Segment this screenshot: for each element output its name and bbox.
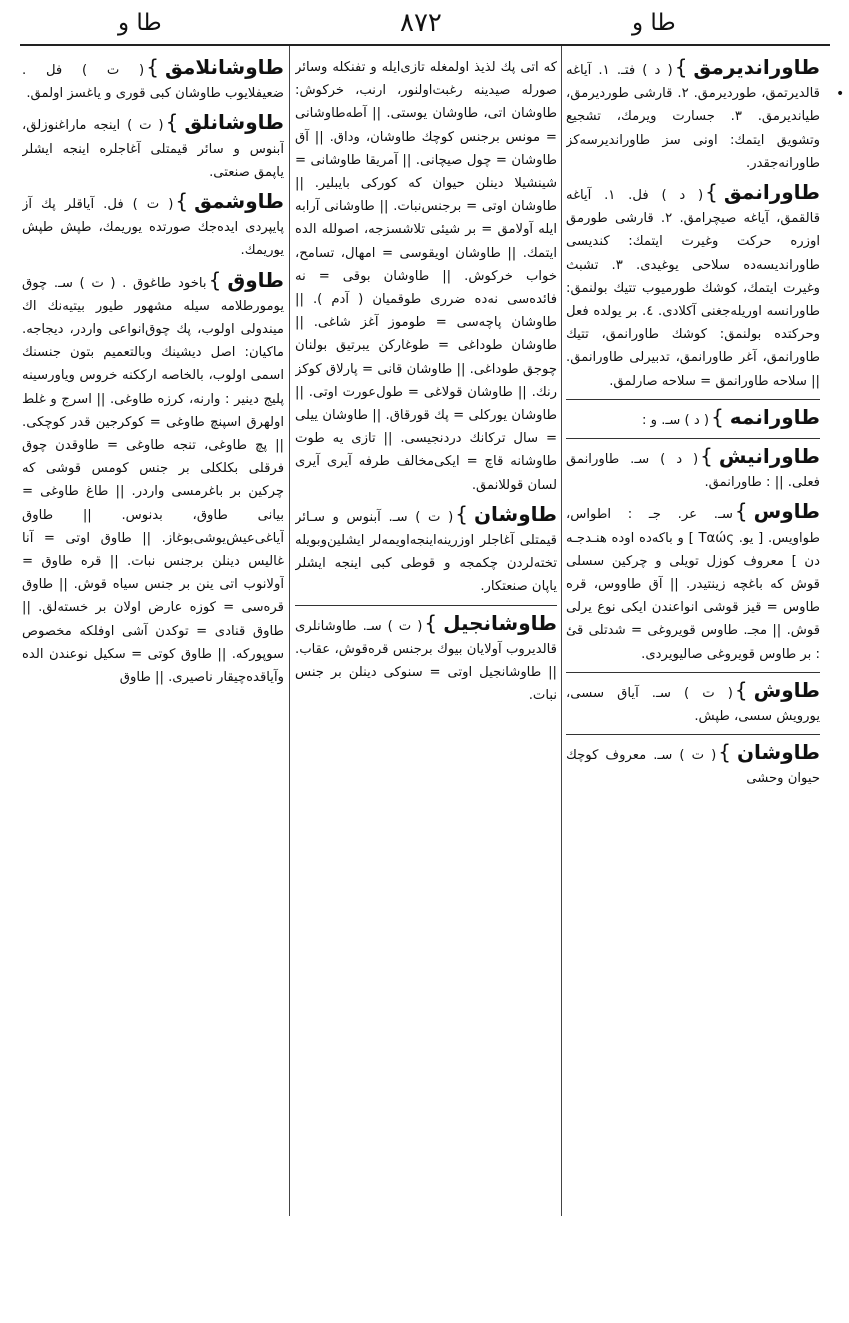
dictionary-entry [295,605,557,708]
entry-brace: } [175,189,189,214]
entry-headword: طاوشانلامق [164,56,284,79]
entry-definition: ( ت ) سـ. طاو‌شانلری قالدیروب آولایان بیوك برجنس قره‌قوش، عقاب. || طاوشانجیل اوتی = سنوكی دینلن بر جنس نبات. [295,618,557,704]
running-head-left: طا و [118,10,162,36]
running-head-right: طا و [632,10,676,36]
entry-definition: ( د ) فتـ. ١. آیاغه قالدیر‌تمق، طوردیرمق. ٢. قارشی طوردیرمق، طیاندیرمق. ٣. جسارت ویرمك، تشجیع وتشویق ایتمك: اونی سز طاوراندیرسه‌كز طاورانه‌جقدر. [566,63,820,171]
margin-bullet: • [836,86,845,102]
entry-headword: طاوق [227,267,284,292]
entry-headword: طاورانیش [718,444,820,469]
entry-definition: ( ت ) سـ. آیاق سسی، یورویش سسی، طپش. [566,685,820,725]
entry-brace: } [674,56,688,79]
entry-brace: } [705,180,718,205]
dictionary-entry [566,672,820,728]
entry-headword: طاوشانلق [184,110,284,135]
entry-headword: طاوشمق [194,189,284,214]
entry-definition: سـ. عر. جـ : اطواس، طواویس. [ یو. Ταώς ] و باكه‌ده اوده هنـدجـه دن ] معروف كوزل تویلی و چركین سسلی قوش كه باغچه زینتیدر. || آق طاووس، قره طاوس = قیز قوشی انواعندن ایكی نوع یرلی قوش. || مجـ. طاوس قویروغی = شدتلی قیٔ : بر طاوس قویروغی صالیویردی. [566,507,820,662]
entry-definition: ( د ) فل. ١. آیاغه قالقمق، آیاغه صیچرامق. ٢. قارشی طورمق اوزره حركت وغیرت ایتمك: كندیسی طاوراندیسه‌ده سلاحی یوغیدی. ٣. تشبث وغیرت ایتمك، كوشك طورمیوب تتیك بولنمق: طاورانسه اوریله‌جغنی آكلادی. ٤. بر یولده فعل وحركتده بولنمق: كوشك طاورانمق، تتیك طاورانمق، آغر طاورانمق، تدبیرلی طاورانمق. || سلاحه طاورانمق = سلاحه صارلمق. [566,188,820,389]
dictionary-entry [566,734,820,790]
column-divider-left [289,46,290,1216]
dictionary-entry [566,500,820,665]
dictionary-entry [566,399,820,432]
dictionary-entry [22,111,284,184]
page-header [20,6,830,40]
dictionary-entry [22,269,284,690]
dictionary-entry [22,190,284,263]
entry-headword: طاورانمه [729,404,820,429]
entry-headword: طاوشان [736,740,820,765]
page-number: ٨٧٢ [400,8,442,38]
entry-headword: طاوس [753,499,820,524]
entry-brace: } [734,677,748,702]
entry-headword: طاوش [753,677,820,702]
entry-brace: } [146,56,159,79]
dictionary-column-middle [295,56,557,1221]
dictionary-entry [566,181,820,393]
dictionary-entry [22,56,284,105]
dictionary-entry [295,503,557,599]
entry-definition: ( ت ) سـ. آبنوس و سـائر قیمتلی آغاجلر اوزرینه‌اینجه‌اویمه‌لر ایشلین‌وبویله تخته‌لردن چكمجه و قوطی كبی اینجه ایشلر یاپان صنعتكار. [295,509,557,595]
entry-brace: } [424,610,438,635]
entry-brace: } [455,501,468,526]
entry-definition: باخود طاغوق . ( ت ) سـ. چوق یومورطلامه سیله مشهور طیور بیتیه‌نك اك میندولی اولوب، پك چوق‌انواعی واردر، دیجاجه. ماكیان: اصل دیشینك وبالتعمیم بتون جنسنك اسمی اولوب، بالخاصه ارككنه خروس ویاورسینه پلیج دینیر : وارنه، كرزه طاوغی. || اسرج و غلط اولهرق اسپنچ طاوغی = كوكرجین قدر كوچكی. || پچ طاوغی، تنجه طاوغی = طاوقدن چوق فرقلی بكلكلی بر جنس كومس قوشی كه چركین بر باغرمسی واردر. || طاغ طاوغی = بیانی طاوق، بدنوس. || طاوق آیاغی‌عیش‌یوشی‌بوغاز. || طاوق اوتی = آنا غالیس دینلن برجنس نبات. || قره طاوق = آولانوب اتی ینن بر جنس سیاه قوش. || طاوق قره‌سی = كوزه عارض اولان بر خسته‌لق. || طاوق قنادی = توكدن آشی اوفلكه مخصوص سوپوركه. || طاوق كوتی = سكیل نوعندن الده وآیاقده‌چیقار ناصیری. || طاوق [22,275,284,686]
entry-brace: } [208,267,222,292]
entry-headword: طاورانمق [723,180,820,205]
dictionary-column-right [566,56,820,1221]
dictionary-column-left [22,56,284,1221]
entry-definition: ( د ) سـ. و : [642,412,710,428]
entry-brace: } [700,444,713,469]
entry-definition: ( د ) سـ. طاورا‌نمق فعلی. || : طاورانمق. [566,452,820,491]
entry-brace: } [734,499,748,524]
dictionary-entry [566,438,820,494]
entry-brace: } [711,404,724,429]
entry-definition: ( ت ) فل. آیاقلر پك آز پایپردی ایده‌جك صورتده یوریمك، طپش طپش یوریمك. [22,197,284,259]
dictionary-entry [566,56,820,175]
entry-brace: } [165,110,179,135]
entry-headword: طاوراندیرمق [693,56,820,79]
entry-definition: ( ت ) اینجه ماراغنوزلق، آبنوس و سائر قیمتلی آغاجلره اینجه ایشلر یاپمق صنعتی. [22,118,284,180]
entry-definition: ( ت ) فل . ضعیفلایوب طاوشان كبی قوری و یاغسز اولمق. [22,63,284,102]
entry-definition: ( ت ) سـ. معروف كوچك حیوان وحشی [566,748,820,787]
column-divider-right [561,46,562,1216]
header-rule [20,44,830,46]
entry-headword: طاوشان [473,501,557,526]
dictionary-entry [295,56,557,497]
entry-definition: كه اتی پك لذیذ اولمغله تازی‌ایله و تفنكله وسائر صورله صیدینه رغبت‌اولنور، ارنب، خركوش: طاوشان اتی، طاوشان یوستی. || آطه‌طاوشانی = مونس برجنس كوچك طاوشان، وداق. || آق طاوشان = چول صیچانی. || آمریقا طاوشانی = شینشیلا دینلن حیوان كه كوركی بایبلیر. || طاوشان اوتی = برجنس‌نبات. || طاوشانی آرابه ایله آولامق = بر شیئی تلاشسزجه، اصولله الده ایتمك. || طاوشان اویقوسی = امهال، تسامح، خواب خركوش. || طاوشان بوقی = نه فائده‌سی نه‌ده ضرری طوقمیان ( آدم ). || طاوشان پاچه‌سی = طوموز آغز شاغی. || طاوشان طوداغی = طوغاركن یبرتیق بولنان چوجق طوداغی. || طاوشان قانی = پارلاق كوكز‌ رنك. || طاوشان قولاغی = طول‌عورت اوتی. || طاوشان یوركلی = پك قورقاق. || طاوشان ییلی = سال تركانك دردنجیسی. || تازی یه طوت طاوشانه قاچ = ایكی‌مخالف طرفه آیری آیری لسان قوللانمق. [295,60,557,493]
entry-headword: طاوشانجیل [443,610,557,635]
entry-brace: } [718,740,731,765]
